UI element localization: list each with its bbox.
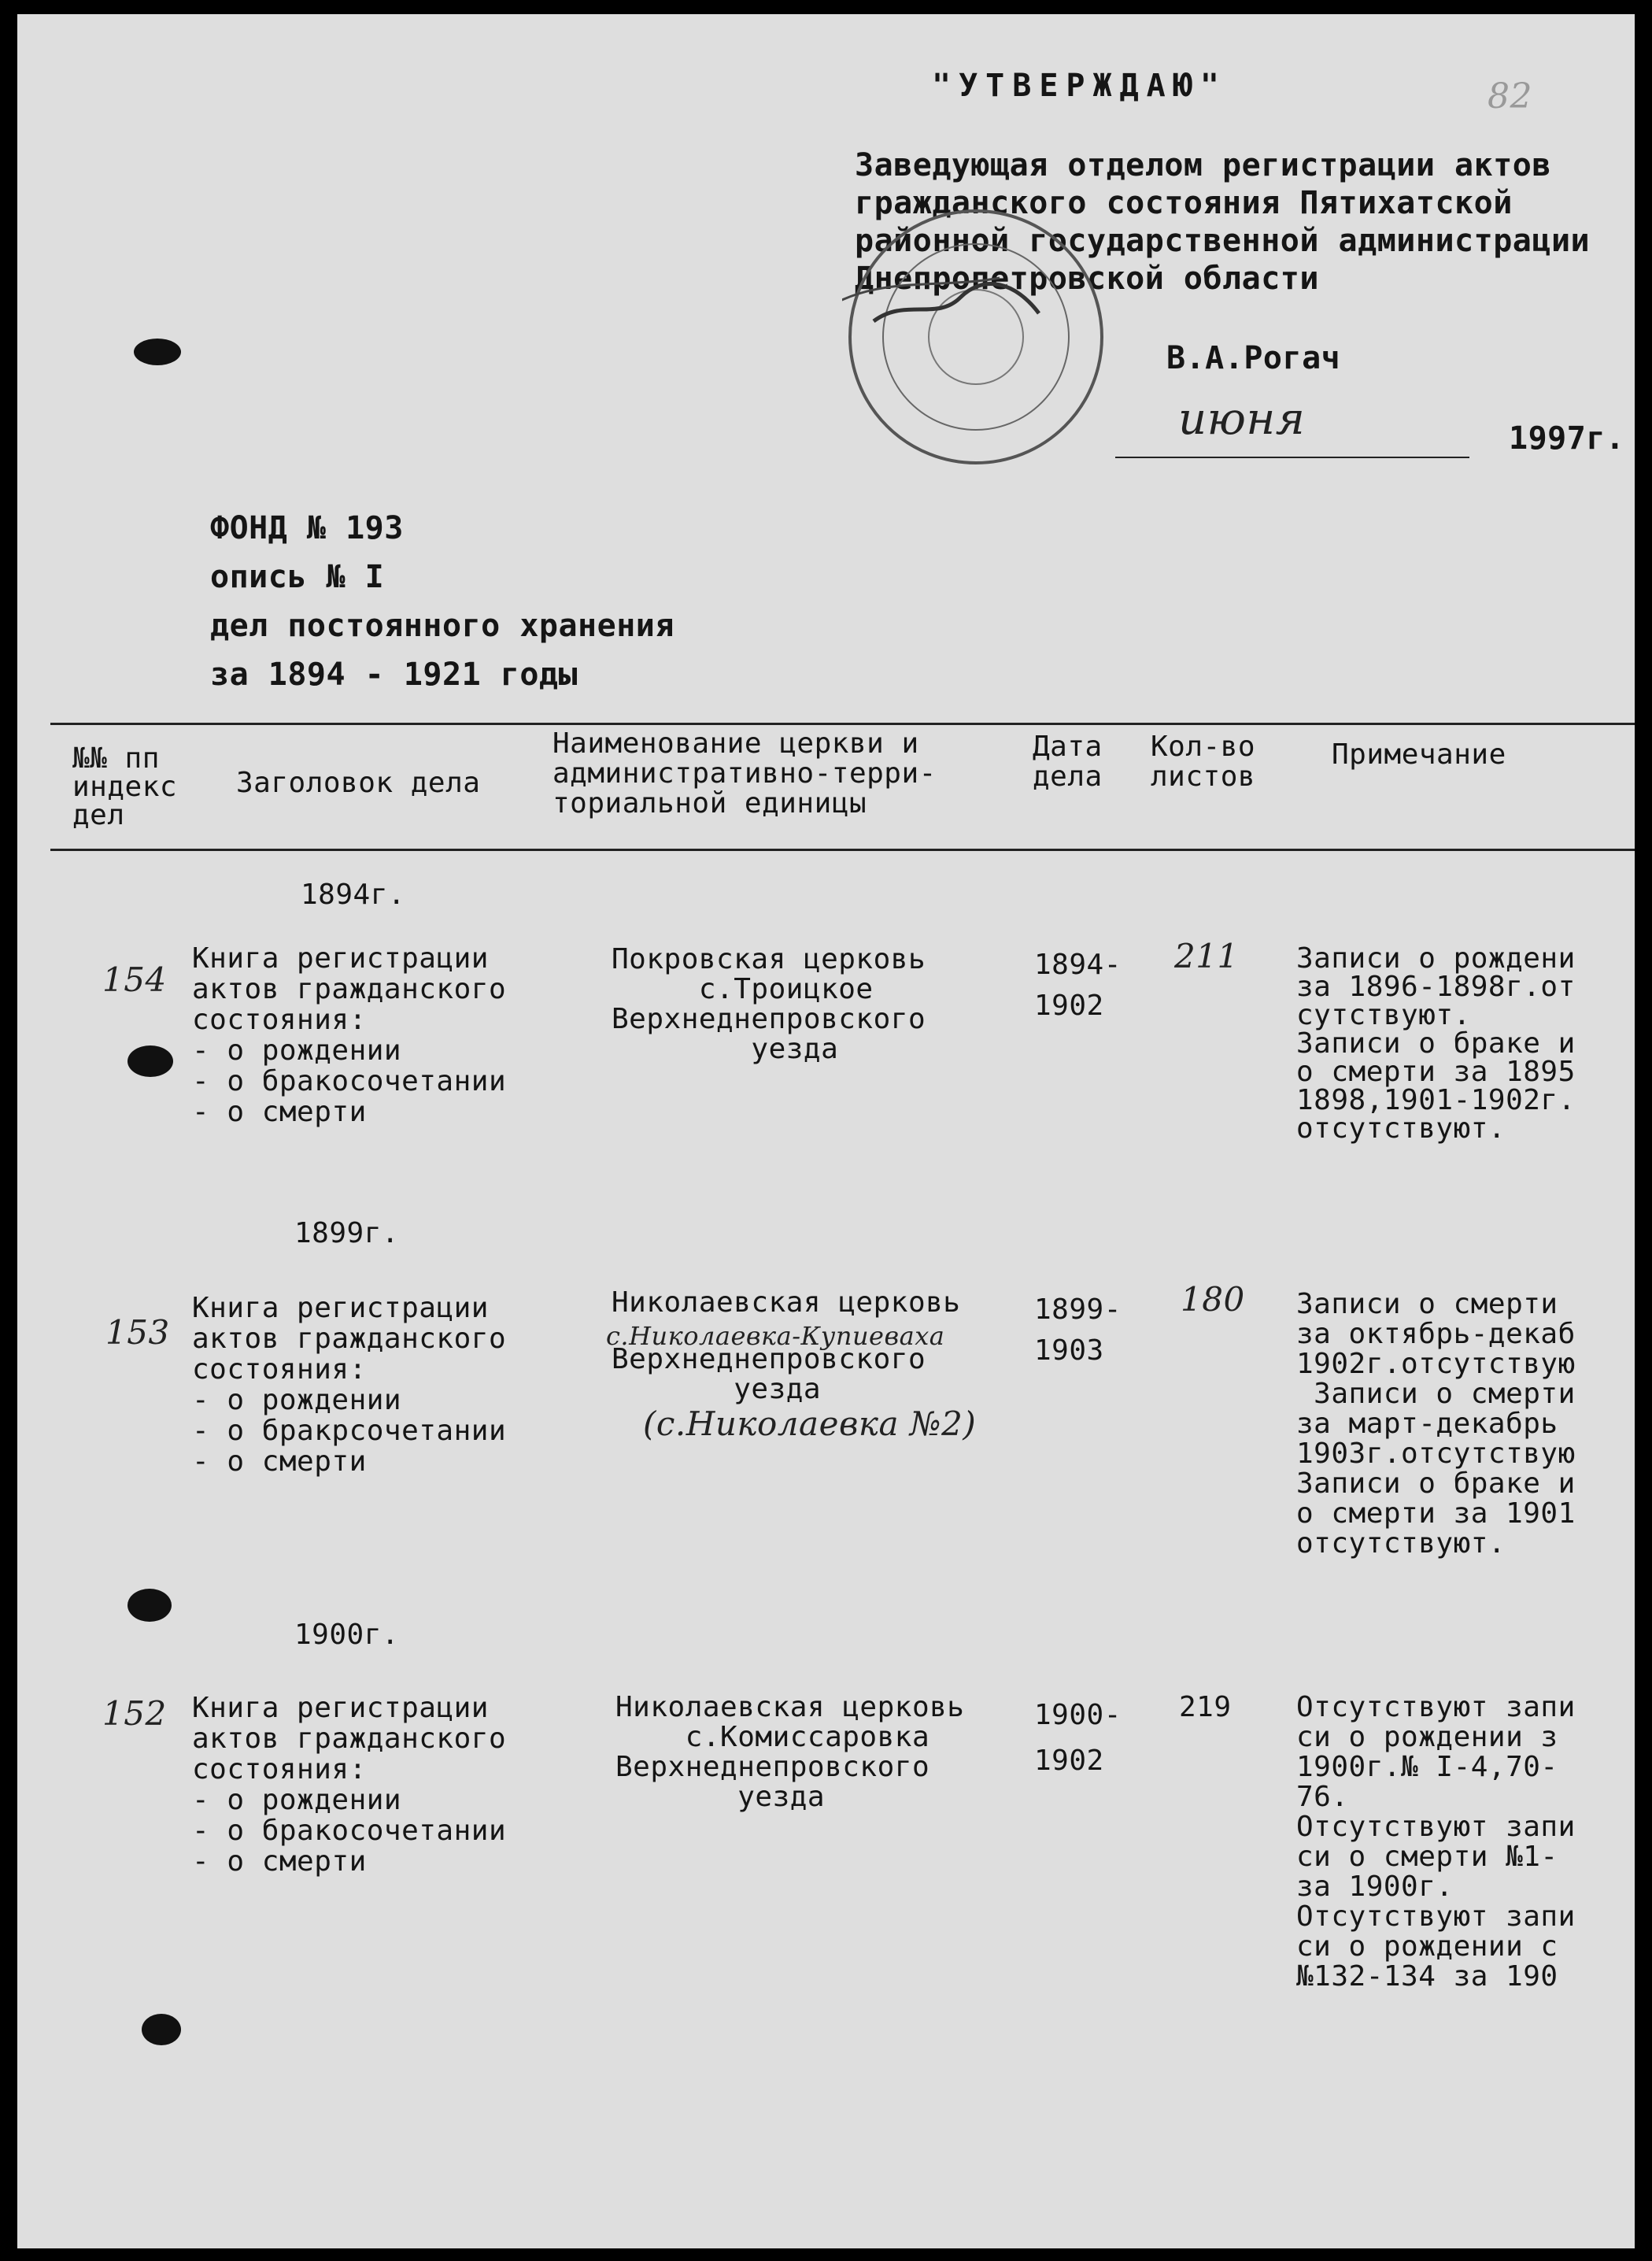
col-notes-header: Примечание [1332, 738, 1506, 771]
case-number: 154 [102, 960, 167, 999]
approval-title: "УТВЕРЖДАЮ" [932, 68, 1227, 104]
year-heading: 1894г. [301, 879, 406, 911]
case-note: Записи о смерти за октябрь-декаб 1902г.отсутствую Записи о смерти за март-декабрь 1903г.отсутствую Записи о браке и о смерти за 1901 отсутствуют. [1296, 1288, 1576, 1560]
village-handwritten: с.Николаевка-Купиеваха [606, 1321, 945, 1351]
approval-year: 1997г. [1509, 420, 1625, 457]
col-date-header: Дата дела [1033, 731, 1103, 793]
church-district: Верхнеднепровского уезда [612, 1343, 926, 1405]
approval-position: Заведующая отделом регистрации актов гражданского состояния Пятихатской районной государственной администрации Днепропетровской области [855, 147, 1591, 297]
approval-signer: В.А.Рогач [1166, 340, 1341, 376]
header-bottom-rule [50, 849, 1635, 851]
binding-hole-mark [142, 2014, 181, 2045]
sheet-count: 211 [1174, 937, 1239, 975]
case-title: Книга регистрации актов гражданского состояния: - о рождении - о бракосочетании - о смерти [192, 942, 507, 1128]
date-underline [1115, 457, 1469, 458]
header-top-rule [50, 723, 1635, 725]
binding-hole-mark [128, 1589, 172, 1622]
page-number: 82 [1488, 76, 1532, 117]
case-number: 152 [102, 1694, 167, 1733]
official-seal [842, 203, 1110, 471]
church-name: Николаевская церковь с.Комиссаровка Верхнеднепровского уезда [615, 1691, 965, 1813]
case-note: Отсутствуют запи си о рождении з 1900г.№ I-4,70- 76. Отсутствуют запи си о смерти №1- за 1900г. Отсутствуют запи си о рождении с №132-134 за 190 [1296, 1691, 1576, 1993]
case-note: Записи о рождени за 1896-1898г.от сутствуют. Записи о браке и о смерти за 1895 1898,1901-1902г. отсутствуют. [1296, 942, 1576, 1145]
approval-month: июня [1178, 394, 1306, 445]
year-heading: 1900г. [294, 1619, 400, 1651]
binding-hole-mark [134, 339, 181, 365]
sheet-count: 219 [1179, 1691, 1232, 1723]
col-sheets-header: Кол-во листов [1151, 731, 1256, 793]
case-dates: 1899- 1903 [1034, 1293, 1122, 1367]
col-title-header: Заголовок дела [236, 767, 481, 799]
church-name: Покровская церковь с.Троицкое Верхнеднепровского уезда [612, 943, 926, 1065]
document-sheet [17, 14, 1635, 2248]
year-heading: 1899г. [294, 1217, 400, 1249]
village-note-handwritten: (с.Николаевка №2) [643, 1404, 977, 1443]
col-church-header: Наименование церкви и административно-терри- ториальной единицы [553, 727, 937, 820]
church-name: Николаевская церковь [612, 1286, 961, 1319]
case-title: Книга регистрации актов гражданского состояния: - о рождении - о бракосочетании - о смерти [192, 1692, 507, 1878]
fond-info: ФОНД № 193 опись № I дел постоянного хранения за 1894 - 1921 годы [210, 510, 674, 693]
binding-hole-mark [128, 1045, 173, 1077]
sheet-count: 180 [1181, 1280, 1245, 1319]
case-dates: 1900- 1902 [1034, 1699, 1122, 1777]
case-title: Книга регистрации актов гражданского состояния: - о рождении - о бракрсочетании - о смерти [192, 1292, 507, 1478]
case-number: 153 [105, 1313, 170, 1352]
col-index-header: №№ пп индекс дел [72, 742, 178, 831]
case-dates: 1894- 1902 [1034, 949, 1122, 1022]
